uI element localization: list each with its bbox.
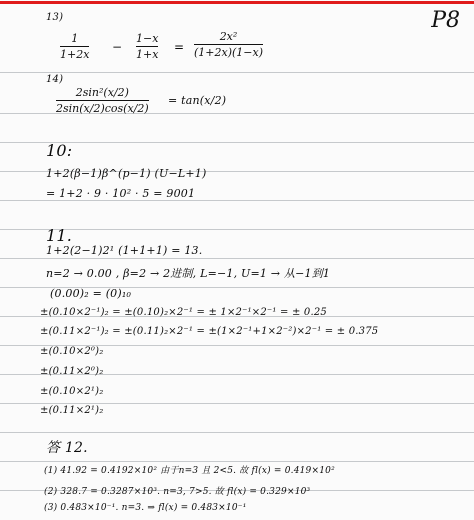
problem-13-label: 13)	[46, 12, 64, 23]
problem-11-line-2: n=2 → 0.00 , β=2 → 2进制, L=−1, U=1 → 从−1到1	[46, 267, 331, 280]
minus-sign: −	[112, 40, 123, 54]
ruled-line	[0, 258, 474, 259]
fraction-bar	[136, 46, 158, 47]
problem-11-line-6: ±(0.10×2⁰)₂	[40, 346, 104, 357]
fraction-14-denominator: 2sin(x/2)cos(x/2)	[56, 102, 149, 116]
fraction-1	[60, 32, 89, 61]
fraction-bar	[56, 100, 149, 101]
fraction-1-numerator: 1	[71, 32, 79, 45]
equals-sign: =	[174, 40, 185, 54]
page-number: P8	[431, 8, 460, 33]
fraction-2-numerator: 1−x	[136, 32, 159, 45]
problem-10-line-1: 1+2(β−1)β^(p−1) (U−L+1)	[46, 167, 207, 180]
fraction-3-numerator: 2x²	[219, 30, 238, 43]
ruled-line	[0, 461, 474, 462]
problem-12-line-2: (2) 328.7 = 0.3287×10³. n=3, 7>5. 故 fl(x) = 0.329×10³	[44, 487, 311, 497]
fraction-2-denominator: 1+x	[136, 48, 159, 62]
fraction-14-numerator: 2sin²(x/2)	[75, 86, 129, 99]
problem-11-label: 11.	[46, 226, 73, 245]
fraction-3	[194, 30, 263, 59]
problem-12-label: 答 12.	[46, 440, 88, 456]
ruled-line	[0, 72, 474, 73]
problem-10-label: 10:	[46, 141, 73, 160]
problem-11-line-8: ±(0.10×2¹)₂	[40, 386, 104, 397]
fraction-1-denominator: 1+2x	[60, 48, 90, 62]
problem-14-rhs: = tan(x/2)	[168, 94, 227, 107]
fraction-14	[56, 86, 149, 115]
fraction-bar	[60, 46, 89, 47]
problem-11-line-4: ±(0.10×2⁻¹)₂ = ±(0.10)₂×2⁻¹ = ± 1×2⁻¹×2⁻¹ = ± 0.25	[40, 307, 327, 318]
fraction-3-denominator: (1+2x)(1−x)	[194, 46, 264, 60]
ruled-line	[0, 403, 474, 404]
problem-11-line-7: ±(0.11×2⁰)₂	[40, 366, 104, 377]
ruled-line	[0, 432, 474, 433]
fraction-2	[136, 32, 158, 61]
problem-11-line-3: (0.00)₂ = (0)₁₀	[50, 287, 132, 300]
problem-12-line-3: (3) 0.483×10⁻¹. n=3. ⇒ fl(x) = 0.483×10⁻¹	[44, 503, 247, 513]
problem-12-line-1: (1) 41.92 = 0.4192×10² 由于n=3 且 2<5. 故 fl(x) = 0.419×10²	[44, 466, 335, 476]
problem-11-line-1: 1+2(2−1)2¹ (1+1+1) = 13.	[46, 244, 203, 257]
red-margin-line	[0, 1, 474, 4]
fraction-bar	[194, 44, 263, 45]
problem-14-label: 14)	[46, 74, 64, 85]
problem-11-line-5: ±(0.11×2⁻¹)₂ = ±(0.11)₂×2⁻¹ = ±(1×2⁻¹+1×2⁻²)×2⁻¹ = ± 0.375	[40, 326, 379, 337]
problem-11-line-9: ±(0.11×2¹)₂	[40, 405, 104, 416]
ruled-line	[0, 200, 474, 201]
problem-10-line-2: = 1+2 · 9 · 10² · 5 = 9001	[46, 187, 196, 200]
